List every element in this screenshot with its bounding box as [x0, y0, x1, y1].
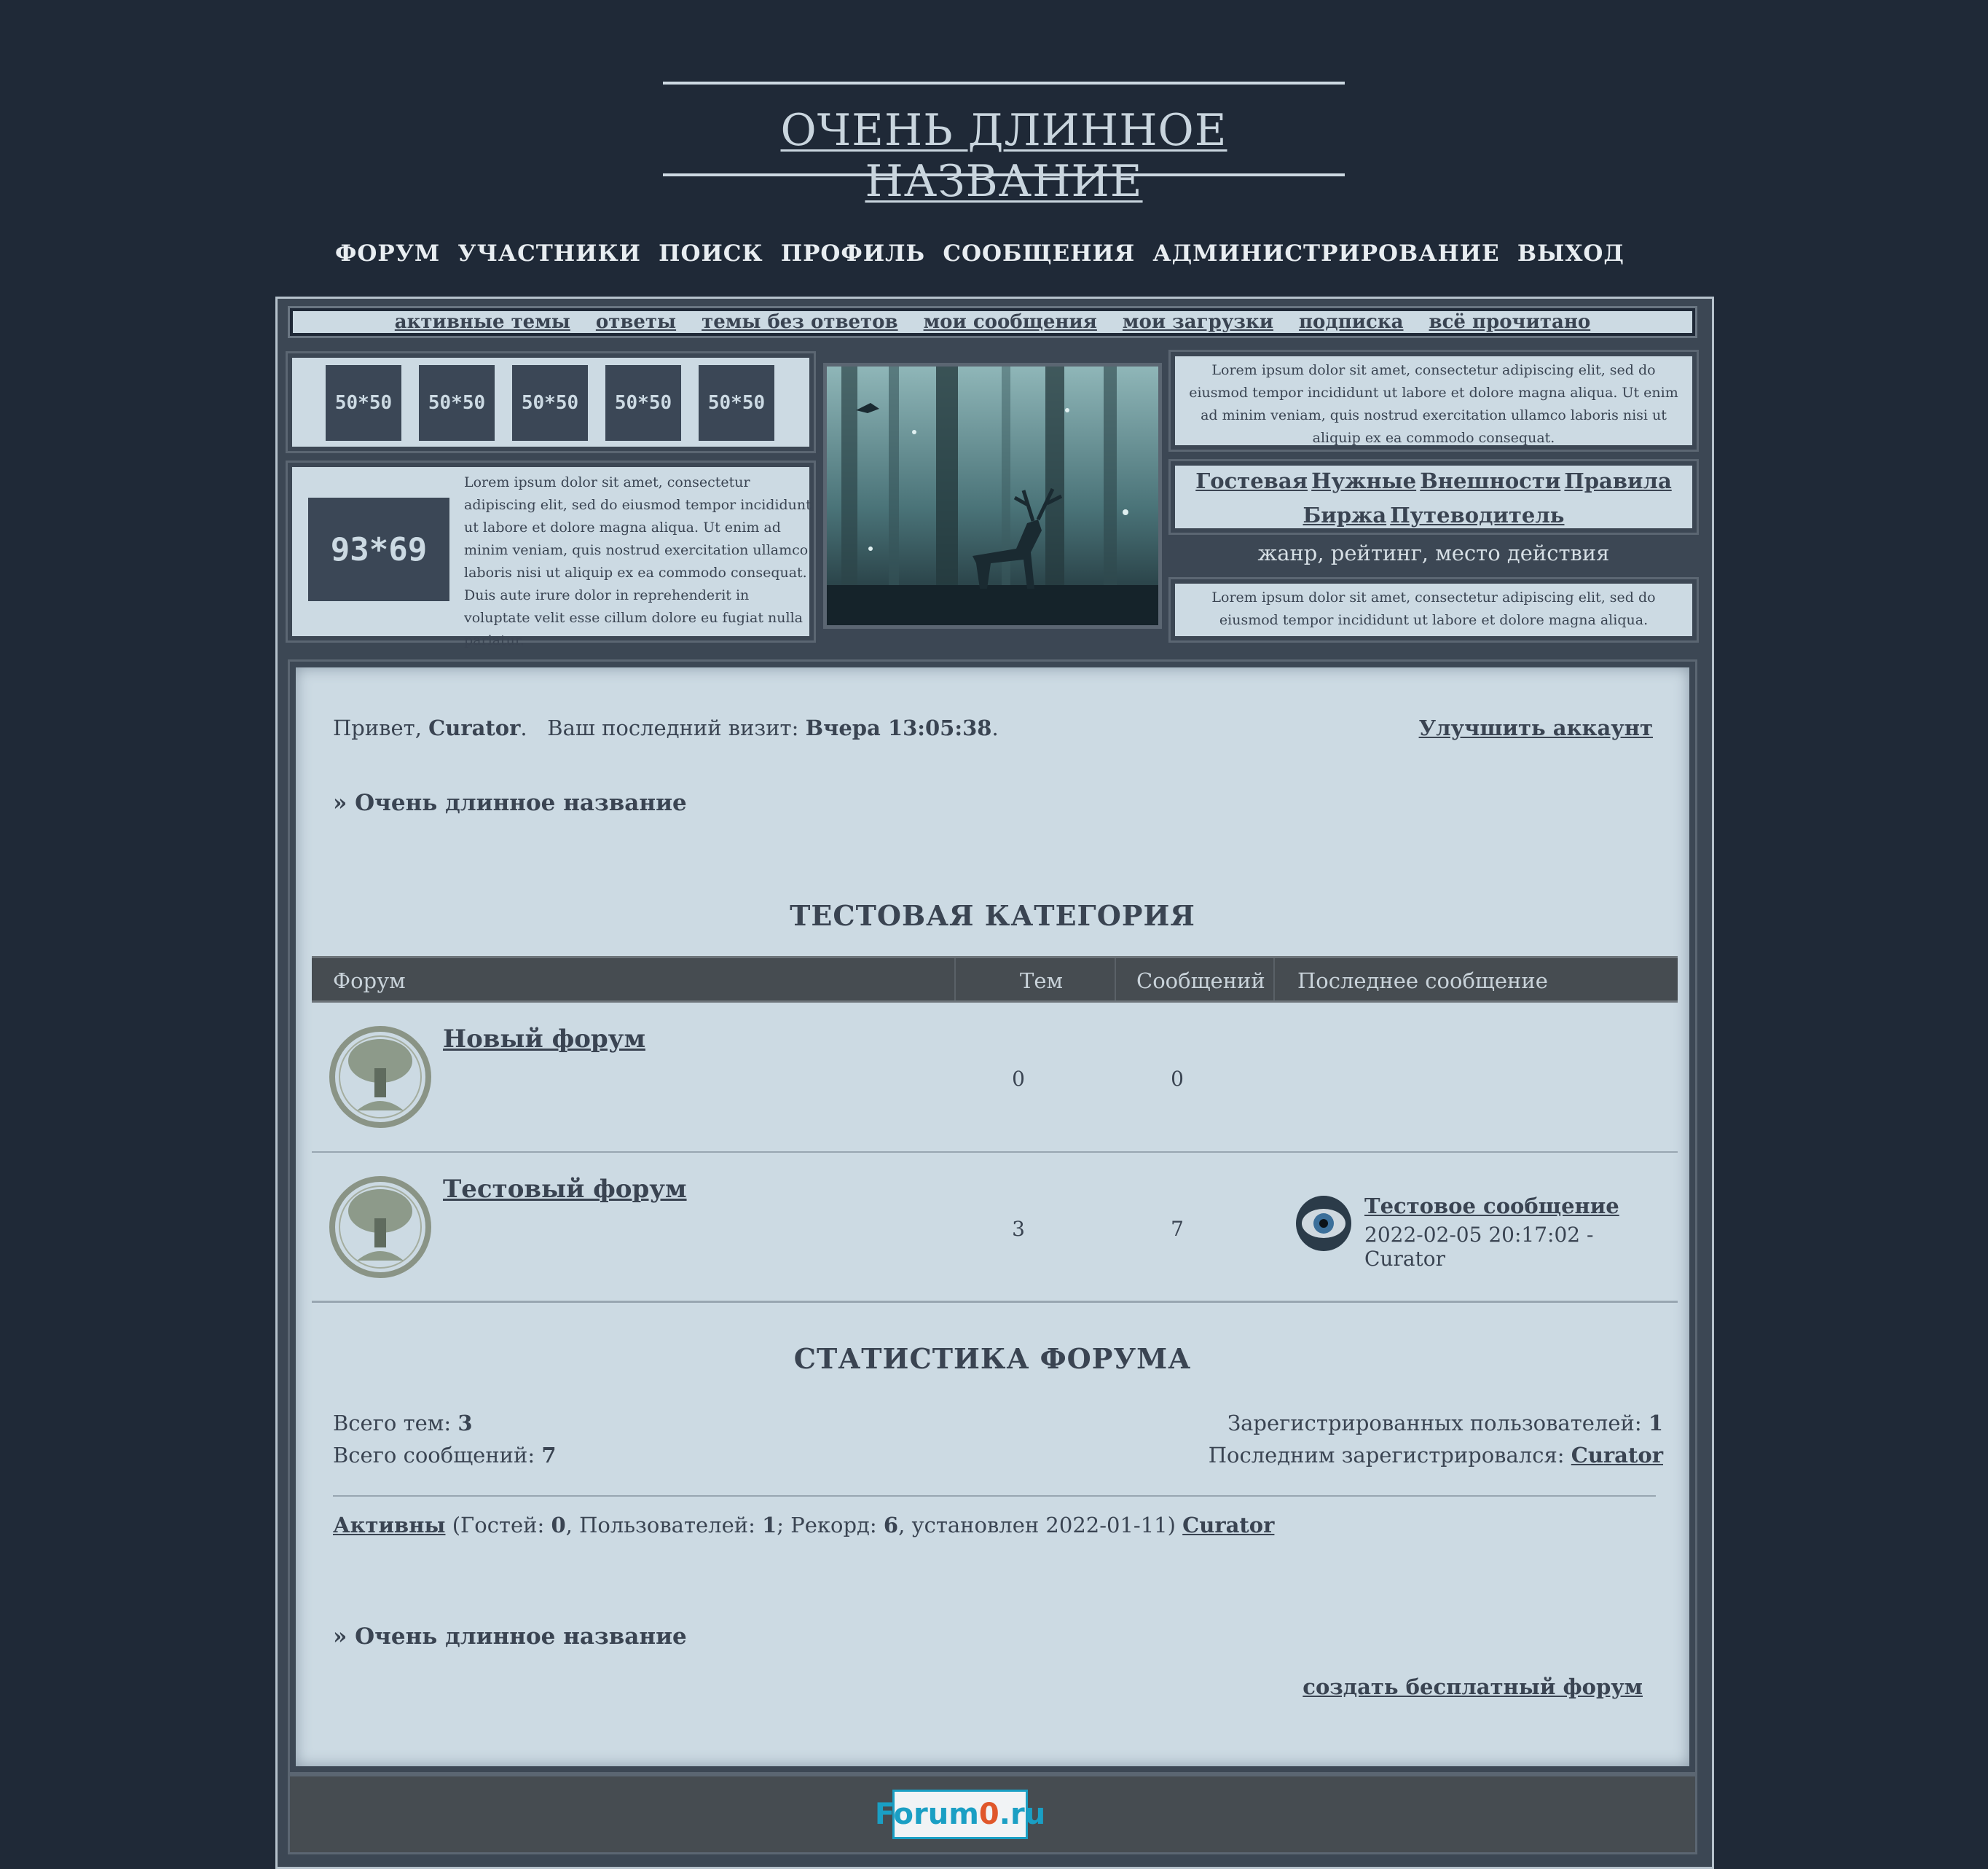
record-label: ; Рекорд:	[777, 1513, 884, 1537]
link-guestbook[interactable]: Гостевая	[1195, 469, 1308, 493]
sub-nav	[288, 306, 1697, 338]
record-value: 6	[883, 1513, 899, 1537]
stats-total-posts-value: 7	[541, 1443, 557, 1468]
description-panel	[1168, 350, 1699, 452]
stats-total-topics-label: Всего тем:	[333, 1411, 458, 1435]
active-guests-label: (Гостей:	[445, 1513, 551, 1537]
stats-title: СТАТИСТИКА ФОРУМА	[793, 1342, 1192, 1375]
stats-registered	[1227, 1411, 1663, 1435]
link-appearances[interactable]: Внешности	[1420, 469, 1561, 493]
stats-registered-value: 1	[1648, 1411, 1663, 1435]
link-wanted[interactable]: Нужные	[1311, 469, 1417, 493]
genre-line: жанр, рейтинг, место действия	[1257, 541, 1610, 565]
thumb-placeholder[interactable]: 50*50	[699, 365, 774, 441]
stats-registered-label: Зарегистрированных пользователей:	[1227, 1411, 1649, 1435]
posts-count: 7	[1171, 1217, 1184, 1241]
content-area	[288, 659, 1697, 1774]
footer-bar	[288, 1774, 1697, 1854]
nav-messages[interactable]: СООБЩЕНИЯ	[943, 240, 1136, 267]
tree-of-life-icon	[328, 1024, 433, 1129]
active-users-line	[333, 1513, 1274, 1537]
stats-total-posts	[333, 1443, 557, 1468]
posts-count: 0	[1171, 1067, 1184, 1091]
subnav-subscriptions[interactable]: подписка	[1299, 311, 1404, 333]
nav-logout[interactable]: ВЫХОД	[1517, 240, 1624, 267]
col-forum: Форум	[333, 968, 406, 993]
forum-link[interactable]: Новый форум	[443, 1024, 645, 1054]
create-forum-link[interactable]: создать бесплатный форум	[1303, 1674, 1643, 1699]
topics-count: 3	[1012, 1217, 1025, 1241]
stats-total-topics	[333, 1411, 473, 1435]
active-user-link[interactable]: Curator	[1182, 1513, 1275, 1537]
col-last-post: Последнее сообщение	[1297, 968, 1548, 993]
avatar[interactable]	[1295, 1195, 1352, 1252]
link-guide[interactable]: Путеводитель	[1390, 503, 1565, 528]
description-text: Lorem ipsum dolor sit amet, consectetur adipiscing elit, sed do eiusmod tempor incididunt ut labore et dolore magna aliqua. Ut enim ad minim veniam, quis nostrud exercitation ullamco laboris nisi ut aliquip ex ea commodo consequat.	[1189, 362, 1678, 446]
featured-placeholder: 93*69	[308, 498, 449, 601]
active-users-value: 1	[762, 1513, 777, 1537]
greeting	[333, 716, 999, 740]
nav-members[interactable]: УЧАСТНИКИ	[457, 240, 641, 267]
greeting-hello: Привет,	[333, 716, 429, 740]
upgrade-account-link[interactable]: Улучшить аккаунт	[1418, 716, 1653, 740]
subnav-mark-read[interactable]: всё прочитано	[1429, 311, 1591, 333]
thumb-placeholder[interactable]: 50*50	[605, 365, 681, 441]
thumb-placeholder[interactable]: 50*50	[512, 365, 588, 441]
record-date: , установлен 2022-01-11)	[898, 1513, 1183, 1537]
active-users-label: , Пользователей:	[565, 1513, 763, 1537]
nav-admin[interactable]: АДМИНИСТРИРОВАНИЕ	[1152, 240, 1500, 267]
subnav-unanswered[interactable]: темы без ответов	[702, 311, 898, 333]
breadcrumb[interactable]: » Очень длинное название	[333, 790, 687, 816]
last-visit-dot: .	[991, 716, 999, 740]
greeting-dot: .	[520, 716, 527, 740]
thumbs-panel	[286, 351, 816, 453]
deer-forest-image	[827, 367, 1158, 625]
site-title-link[interactable]: ОЧЕНЬ ДЛИННОЕ НАЗВАНИЕ	[780, 105, 1227, 207]
intro-panel	[286, 461, 816, 649]
col-topics: Тем	[1020, 968, 1064, 993]
table-row	[312, 1153, 1678, 1303]
main-nav	[335, 240, 1624, 267]
nav-forum[interactable]: ФОРУМ	[335, 240, 441, 267]
link-exchange[interactable]: Биржа	[1303, 503, 1387, 528]
active-guests-value: 0	[551, 1513, 566, 1537]
divider	[333, 1495, 1656, 1497]
topics-count: 0	[1012, 1067, 1025, 1091]
last-visit-label: Ваш последний визит:	[547, 716, 806, 740]
short-description-text: Lorem ipsum dolor sit amet, consectetur adipiscing elit, sed do eiusmod tempor incididunt ut labore et dolore magna aliqua.	[1211, 589, 1656, 628]
active-users-link[interactable]: Активны	[333, 1513, 446, 1537]
last-registered-user-link[interactable]: Curator	[1571, 1443, 1663, 1468]
intro-text: Lorem ipsum dolor sit amet, consectetur adipiscing elit, sed do eiusmod tempor incididunt ut labore et dolore magna aliqua. Ut enim ad minim veniam, quis nostrud exercitation ullamco laboris nisi ut aliquip ex ea commodo consequat. Duis aute irure dolor in reprehenderit in voluptate velit esse cillum dolore eu fugiat nulla pariatur.	[464, 474, 812, 649]
col-posts: Сообщений	[1136, 968, 1265, 993]
category-title[interactable]: ТЕСТОВАЯ КАТЕГОРИЯ	[790, 899, 1195, 932]
thumb-placeholder[interactable]: 50*50	[419, 365, 495, 441]
stats-total-posts-label: Всего сообщений:	[333, 1443, 542, 1468]
logo-part-forum: Forum	[874, 1798, 979, 1831]
forum-link[interactable]: Тестовый форум	[443, 1175, 687, 1204]
table-row	[312, 1003, 1678, 1153]
nav-search[interactable]: ПОИСК	[659, 240, 763, 267]
subnav-active-topics[interactable]: активные темы	[394, 311, 570, 333]
stats-last-registered	[1209, 1443, 1663, 1468]
link-rules[interactable]: Правила	[1564, 469, 1672, 493]
logo-part-zero: 0	[978, 1798, 999, 1831]
nav-profile[interactable]: ПРОФИЛЬ	[780, 240, 926, 267]
greeting-user: Curator	[428, 716, 521, 740]
forum0-logo[interactable]	[874, 1790, 1046, 1839]
last-post-link[interactable]: Тестовое сообщение	[1364, 1194, 1619, 1218]
header-artwork	[823, 363, 1162, 629]
site-header	[663, 82, 1345, 207]
thumb-placeholder[interactable]: 50*50	[326, 365, 401, 441]
subnav-replies[interactable]: ответы	[595, 311, 677, 333]
last-visit-value: Вчера 13:05:38	[805, 716, 992, 740]
stats-total-topics-value: 3	[457, 1411, 473, 1435]
short-description-panel	[1168, 577, 1699, 643]
stats-last-registered-label: Последним зарегистрировался:	[1208, 1443, 1571, 1468]
tree-of-life-icon	[328, 1175, 433, 1280]
quick-links-panel	[1168, 459, 1699, 535]
subnav-my-posts[interactable]: мои сообщения	[923, 311, 1097, 333]
last-post-meta: 2022-02-05 20:17:02 - Curator	[1364, 1223, 1594, 1271]
subnav-my-uploads[interactable]: мои загрузки	[1122, 311, 1274, 333]
logo-part-ru: .ru	[999, 1798, 1046, 1831]
footer-breadcrumb[interactable]: » Очень длинное название	[333, 1623, 687, 1650]
forum-table-header	[312, 956, 1678, 1003]
